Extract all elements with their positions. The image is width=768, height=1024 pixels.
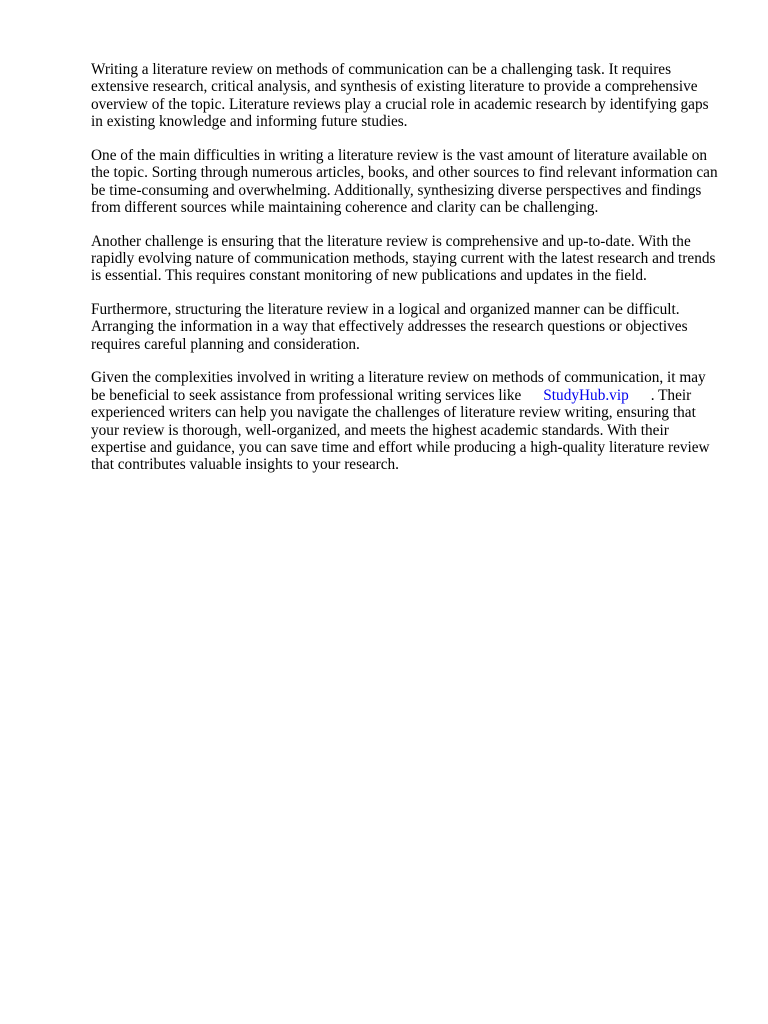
paragraph-assistance-after-link: . Their experienced writers can help you navigate the challenges of literature review writing, ensuring that your review is thorough, well-organized, and meets the highest academic standards. With their expertise and guidance, you can save time and effort while producing a high-quality literature review that contributes valuable insights to your research. bbox=[91, 386, 710, 474]
paragraph-up-to-date: Another challenge is ensuring that the literature review is comprehensive and up-to-date. With the rapidly evolving nature of communication methods, staying current with the latest research and trends is essential. This requires constant monitoring of new publications and updates in the field. bbox=[91, 232, 716, 285]
paragraph-assistance-before-link: Given the complexities involved in writing a literature review on methods of communication, it may be beneficial to seek assistance from professional writing services like bbox=[91, 369, 706, 404]
paragraph-intro: Writing a literature review on methods of communication can be a challenging task. It requires extensive research, critical analysis, and synthesis of existing literature to provide a comprehensive overview of the topic. Literature reviews play a crucial role in academic research by identifying gaps in existing knowledge and informing future studies. bbox=[91, 61, 709, 131]
paragraph-structuring: Furthermore, structuring the literature review in a logical and organized manner can be difficult. Arranging the information in a way that effectively addresses the research questions or objectives requires careful planning and consideration. bbox=[91, 301, 688, 353]
paragraph-difficulties: One of the main difficulties in writing a literature review is the vast amount of literature available on the topic. Sorting through numerous articles, books, and other sources to find relevant information can be time-consuming and overwhelming. Additionally, synthesizing diverse perspectives and findings from different sources while maintaining coherence and clarity can be challenging. bbox=[91, 146, 718, 217]
paragraph-assistance bbox=[91, 369, 723, 473]
studyhub-link[interactable]: StudyHub.vip bbox=[543, 386, 629, 404]
document-body bbox=[91, 61, 723, 490]
